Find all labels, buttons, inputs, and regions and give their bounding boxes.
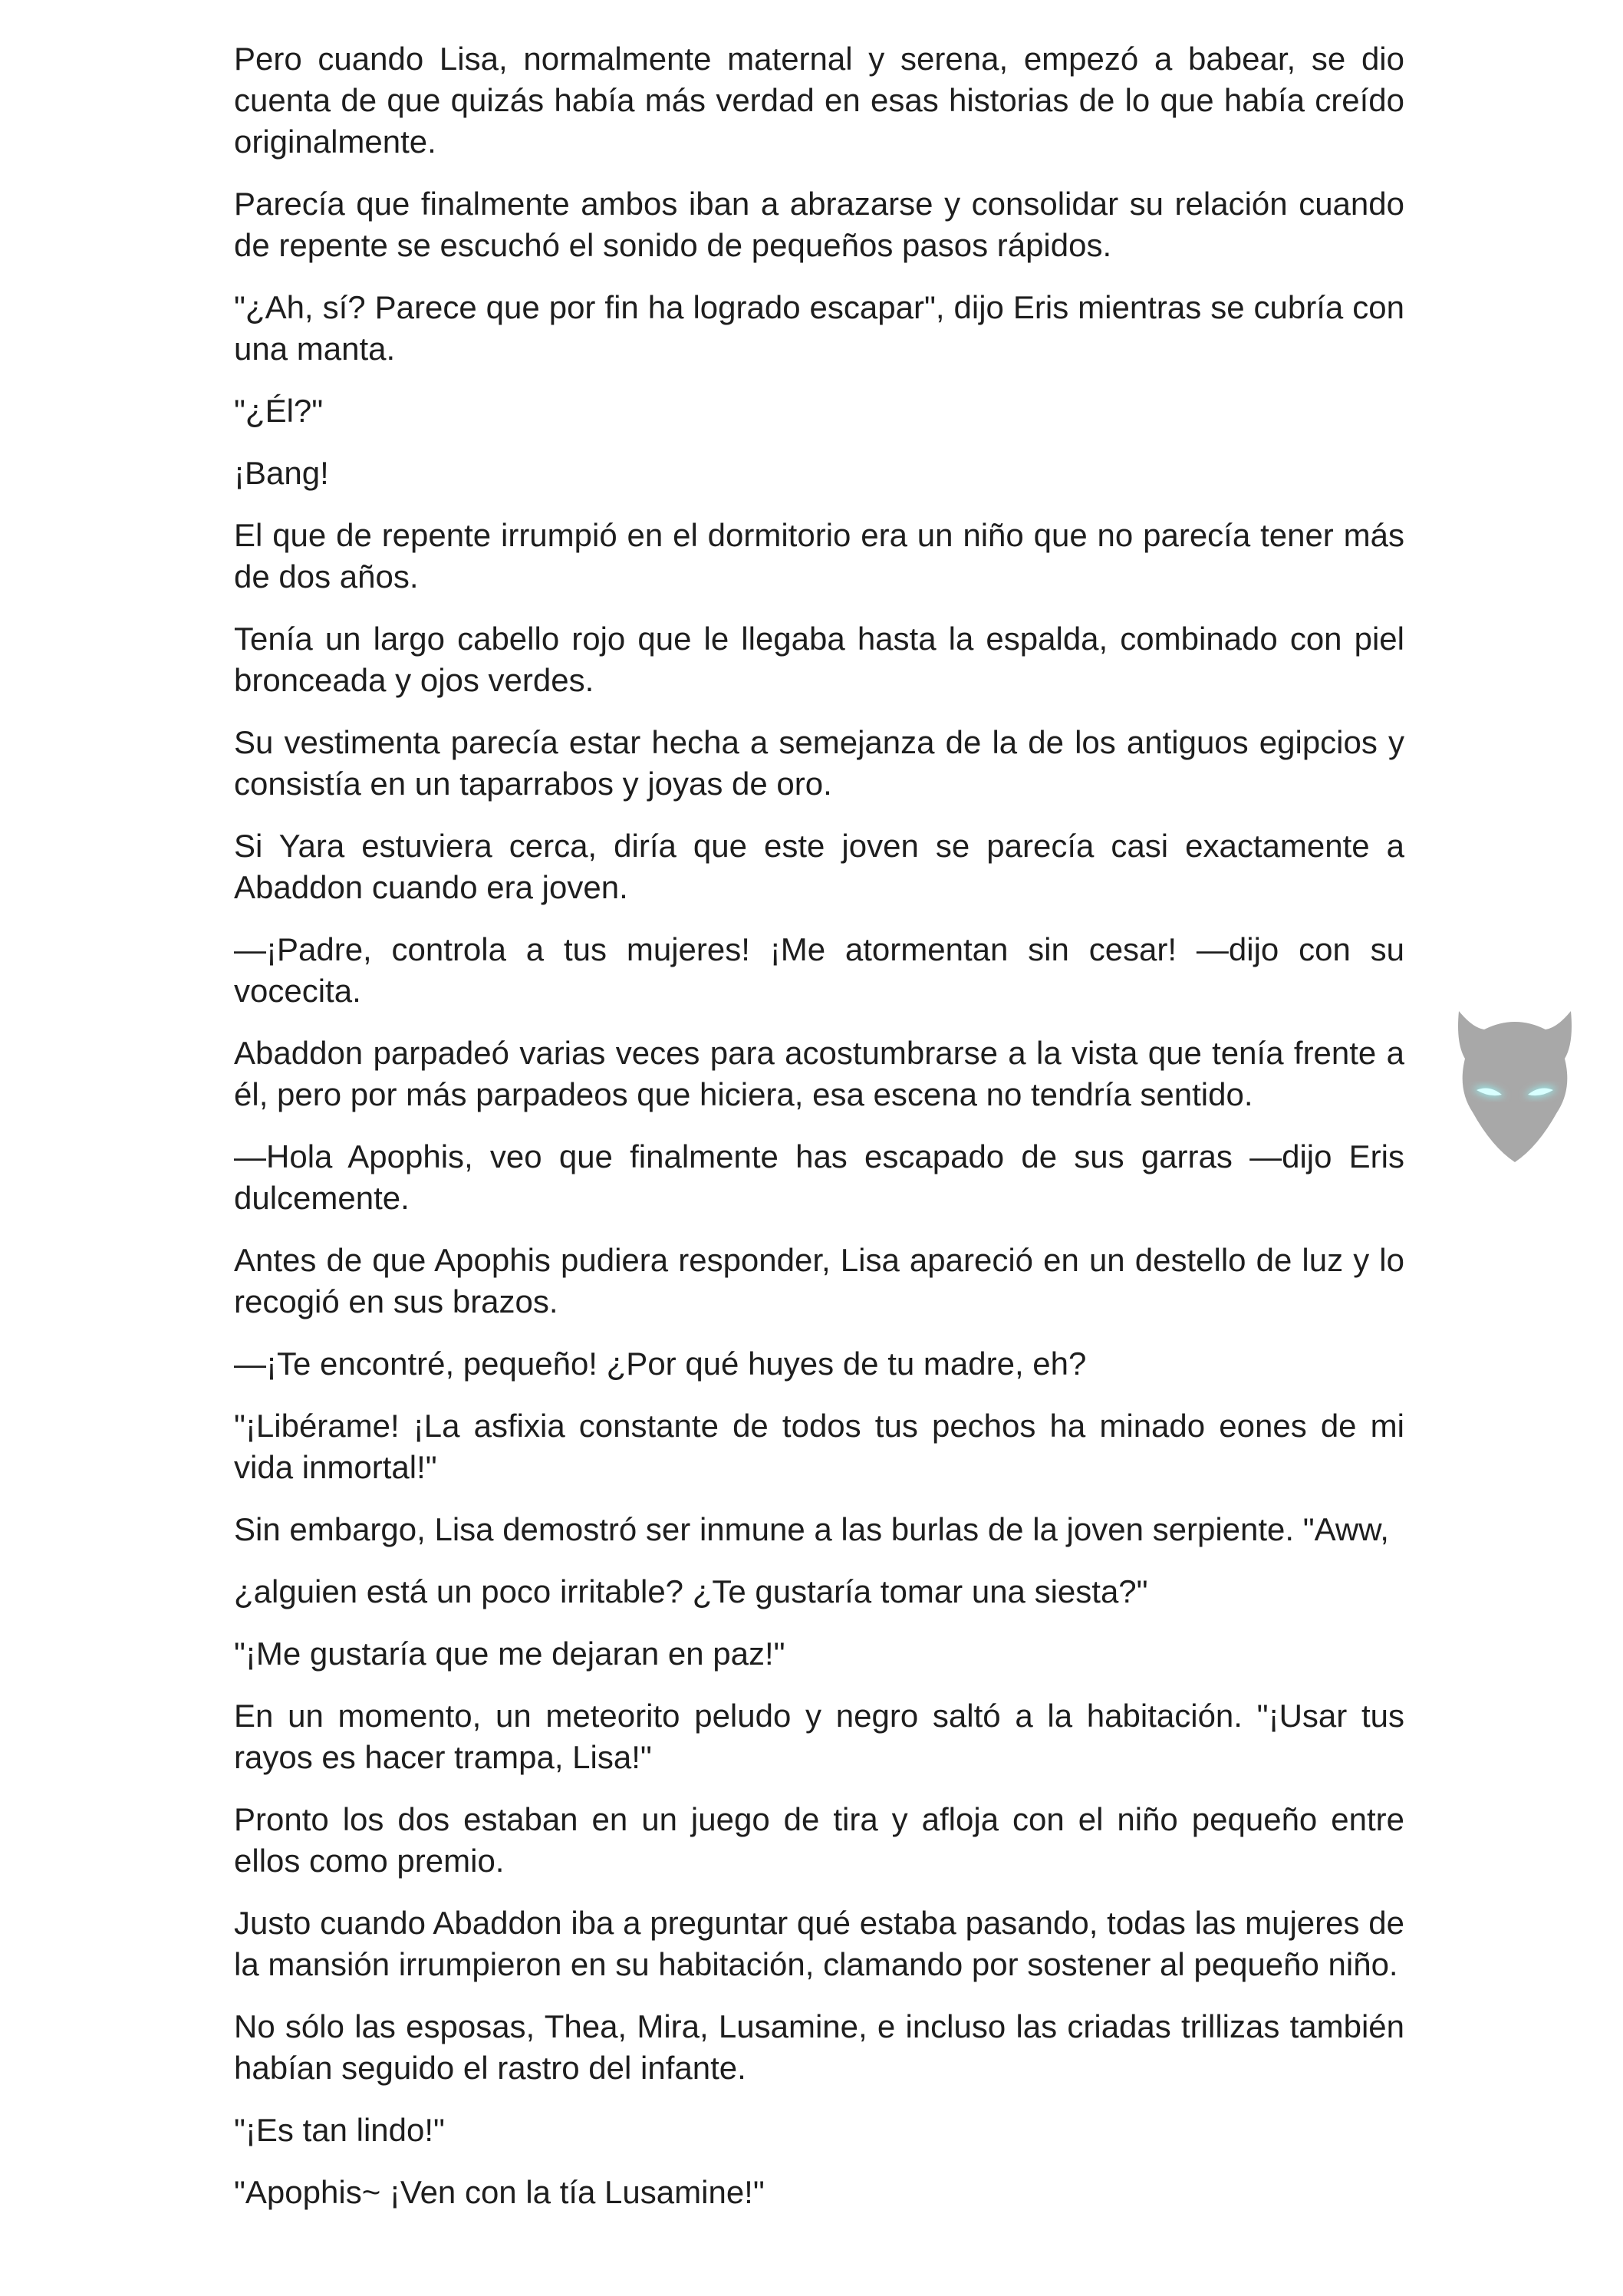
paragraph: Parecía que finalmente ambos iban a abrazarse y consolidar su relación cuando de repente se escuchó el sonido de pequeños pasos rápidos.	[234, 186, 1404, 263]
paragraph: Pero cuando Lisa, normalmente maternal y serena, empezó a babear, se dio cuenta de que quizás había más verdad en esas historias de lo que había creído originalmente.	[234, 41, 1404, 160]
paragraph: Abaddon parpadeó varias veces para acostumbrarse a la vista que tenía frente a él, pero por más parpadeos que hiciera, esa escena no tendría sentido.	[234, 1035, 1404, 1112]
paragraph: "Apophis~ ¡Ven con la tía Lusamine!"	[234, 2174, 765, 2210]
paragraph: Si Yara estuviera cerca, diría que este joven se parecía casi exactamente a Abaddon cuando era joven.	[234, 828, 1404, 905]
paragraph: ¿alguien está un poco irritable? ¿Te gustaría tomar una siesta?"	[234, 1573, 1148, 1609]
paragraph: "¡Es tan lindo!"	[234, 2112, 445, 2148]
paragraph: "¡Libérame! ¡La asfixia constante de todos tus pechos ha minado eones de mi vida inmortal!"	[234, 1408, 1404, 1485]
paragraph: No sólo las esposas, Thea, Mira, Lusamine, e incluso las criadas trillizas también habían seguido el rastro del infante.	[234, 2008, 1404, 2086]
paragraph: El que de repente irrumpió en el dormitorio era un niño que no parecía tener más de dos años.	[234, 517, 1404, 595]
paragraph: Sin embargo, Lisa demostró ser inmune a las burlas de la joven serpiente. "Aww,	[234, 1511, 1389, 1547]
paragraph: Su vestimenta parecía estar hecha a semejanza de la de los antiguos egipcios y consistía en un taparrabos y joyas de oro.	[234, 724, 1404, 802]
paragraph: —Hola Apophis, veo que finalmente has escapado de sus garras —dijo Eris dulcemente.	[234, 1138, 1404, 1216]
paragraph: En un momento, un meteorito peludo y negro saltó a la habitación. "¡Usar tus rayos es hacer trampa, Lisa!"	[234, 1698, 1404, 1775]
paragraph: —¡Padre, controla a tus mujeres! ¡Me atormentan sin cesar! —dijo con su vocecita.	[234, 931, 1404, 1009]
paragraph: "¡Me gustaría que me dejaran en paz!"	[234, 1636, 785, 1672]
paragraph: Justo cuando Abaddon iba a preguntar qué estaba pasando, todas las mujeres de la mansión irrumpieron en su habitación, clamando por sostener al pequeño niño.	[234, 1905, 1404, 1982]
paragraph: Pronto los dos estaban en un juego de tira y afloja con el niño pequeño entre ellos como premio.	[234, 1801, 1404, 1879]
document-body	[234, 38, 1404, 2234]
paragraph: Tenía un largo cabello rojo que le llegaba hasta la espalda, combinado con piel bronceada y ojos verdes.	[234, 621, 1404, 698]
paragraph: —¡Te encontré, pequeño! ¿Por qué huyes de tu madre, eh?	[234, 1346, 1087, 1382]
demon-head-icon	[1442, 997, 1588, 1174]
paragraph: "¿Él?"	[234, 393, 324, 429]
paragraph: Antes de que Apophis pudiera responder, Lisa apareció en un destello de luz y lo recogió en sus brazos.	[234, 1242, 1404, 1319]
paragraph: "¿Ah, sí? Parece que por fin ha logrado escapar", dijo Eris mientras se cubría con una manta.	[234, 289, 1404, 367]
paragraph: ¡Bang!	[234, 455, 329, 491]
